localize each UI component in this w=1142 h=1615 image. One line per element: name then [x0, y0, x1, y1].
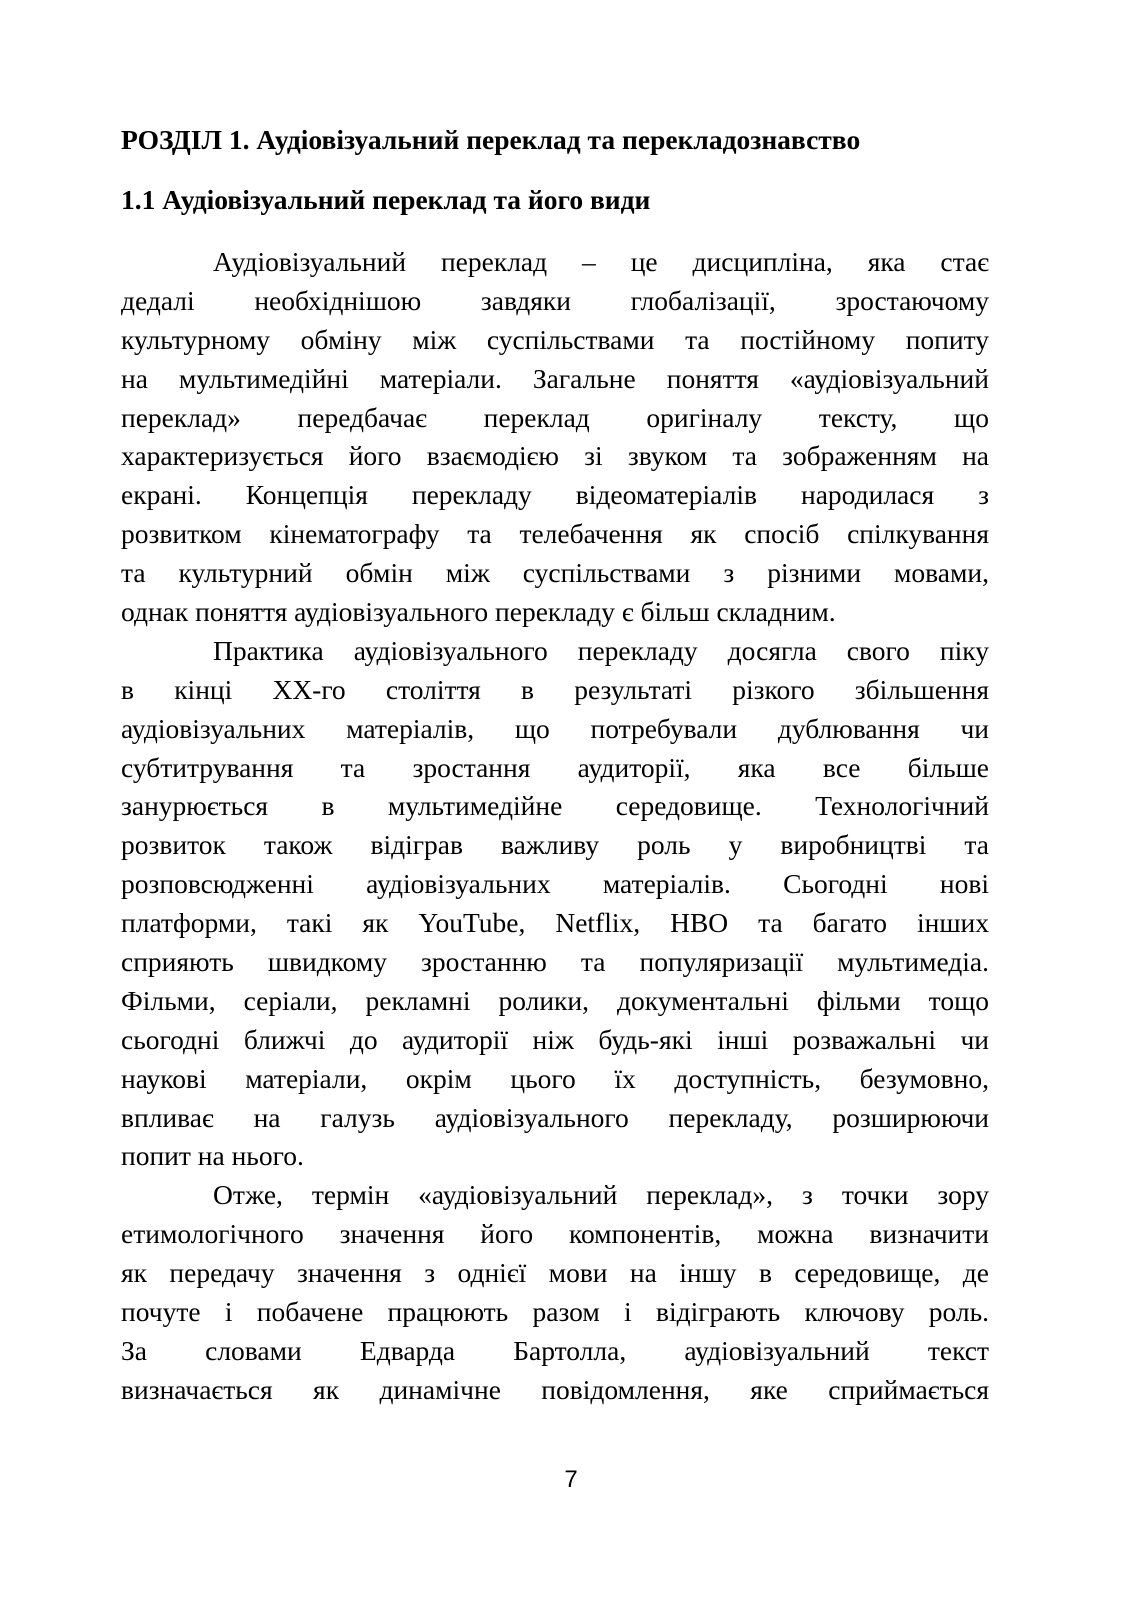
paragraph	[121, 243, 989, 632]
text-line: визначається як динамічне повідомлення, яке сприймається	[121, 1373, 989, 1405]
text-line: наукові матеріали, окрім цього їх доступність, безумовно,	[121, 1062, 989, 1094]
text-line: субтитрування та зростання аудиторії, яка все більше	[121, 751, 989, 783]
text-line: занурюється в мультимедійне середовище. Технологічний	[121, 790, 989, 822]
text-line: аудіовізуальних матеріалів, що потребували дублювання чи	[121, 712, 989, 744]
body-text	[121, 243, 989, 1410]
text-line: однак поняття аудіовізуального перекладу є більш складним.	[121, 596, 836, 628]
text-line: розвитком кінематографу та телебачення як спосіб спілкування	[121, 518, 989, 550]
chapter-heading: РОЗДІЛ 1. Аудіовізуальний переклад та перекладознавство	[121, 124, 861, 155]
text-line: Аудіовізуальний переклад – це дисципліна, яка стає	[213, 246, 989, 277]
text-line: сприяють швидкому зростанню та популяризації мультимедіа.	[121, 946, 989, 978]
text-line: етимологічного значення його компонентів, можна визначити	[121, 1218, 989, 1250]
text-line: впливає на галузь аудіовізуального перекладу, розширюючи	[121, 1101, 989, 1133]
text-line: дедалі необхіднішою завдяки глобалізації, зростаючому	[121, 284, 989, 316]
paragraph	[121, 1176, 989, 1409]
text-line: культурному обміну між суспільствами та постійному попиту	[121, 323, 989, 355]
paragraph	[121, 632, 989, 1176]
text-line: переклад» передбачає переклад оригіналу тексту, що	[121, 401, 989, 433]
text-line: розвиток також відіграв важливу роль у виробництві та	[121, 829, 989, 861]
text-line: сьогодні ближчі до аудиторії ніж будь-які інші розважальні чи	[121, 1023, 989, 1055]
text-line: платформи, такі як YouTube, Netflix, HBO та багато інших	[121, 907, 989, 939]
text-line: За словами Едварда Бартолла, аудіовізуальний текст	[121, 1334, 989, 1366]
text-line: Фільми, серіали, рекламні ролики, документальні фільми тощо	[121, 984, 989, 1016]
text-line: Отже, термін «аудіовізуальний переклад», з точки зору	[213, 1179, 989, 1211]
text-line: попит на нього.	[121, 1140, 304, 1172]
text-line: як передачу значення з однієї мови на іншу в середовище, де	[121, 1257, 989, 1289]
page-number: 7	[564, 1466, 578, 1493]
text-line: почуте і побачене працюють разом і відіграють ключову роль.	[121, 1296, 989, 1328]
text-line: на мультимедійні матеріали. Загальне поняття «аудіовізуальний	[121, 362, 989, 394]
text-line: характеризується його взаємодією зі звуком та зображенням на	[121, 440, 989, 472]
text-line: екрані. Концепція перекладу відеоматеріалів народилася з	[121, 479, 989, 511]
text-line: розповсюдженні аудіовізуальних матеріалів. Сьогодні нові	[121, 868, 989, 900]
text-line: в кінці XX-го століття в результаті різкого збільшення	[121, 673, 989, 705]
text-line: та культурний обмін між суспільствами з різними мовами,	[121, 557, 989, 589]
text-line: Практика аудіовізуального перекладу досягла свого піку	[213, 634, 989, 666]
section-heading: 1.1 Аудіовізуальний переклад та його види	[121, 184, 651, 215]
